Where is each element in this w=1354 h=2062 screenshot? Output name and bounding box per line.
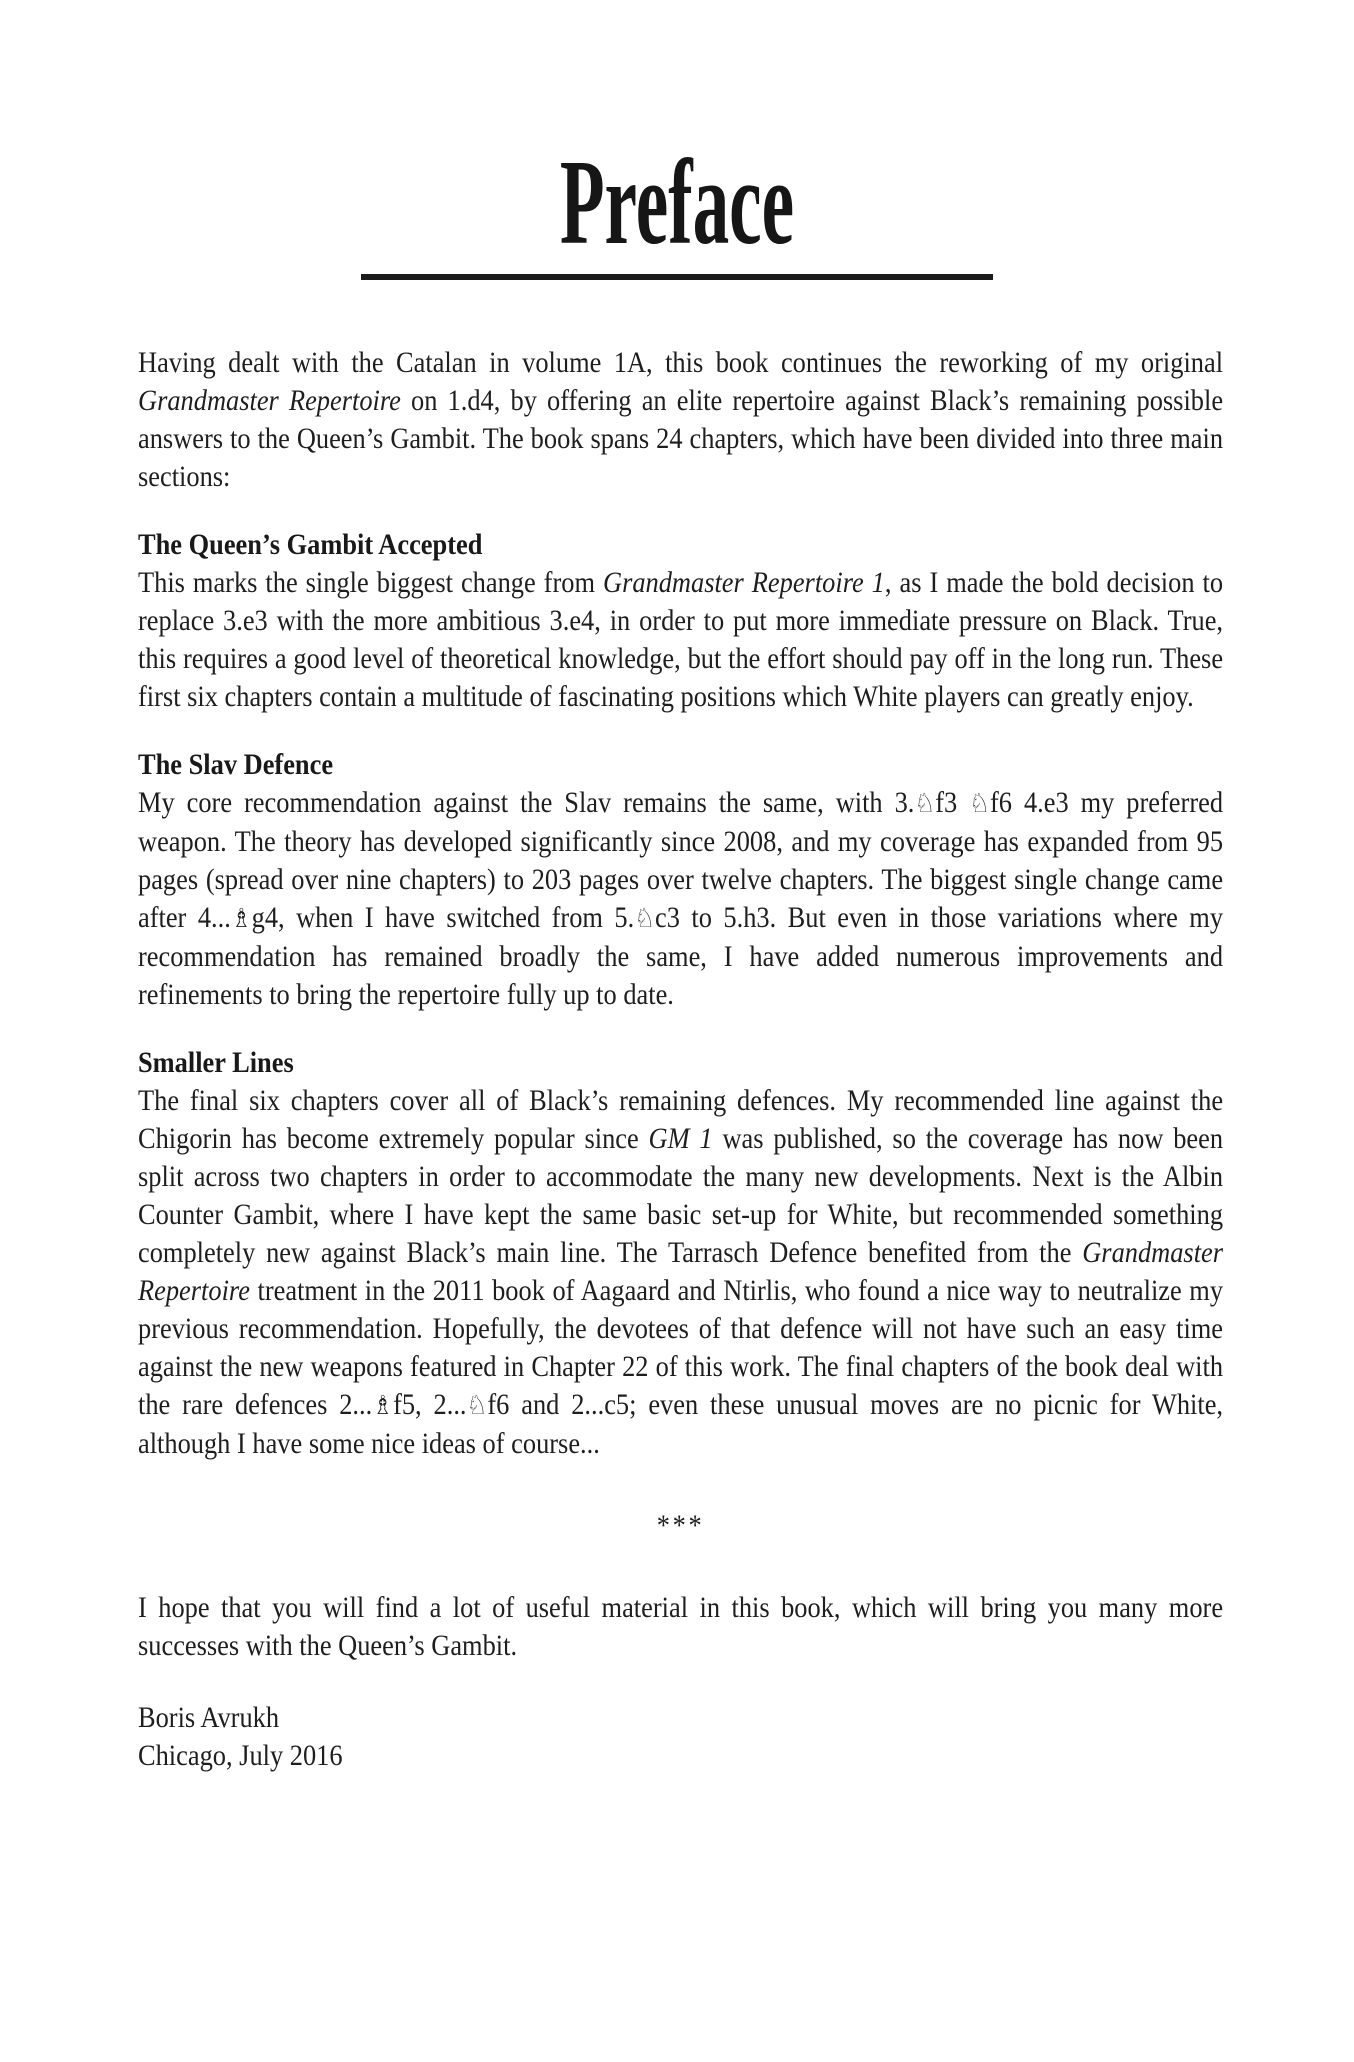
text-run: was published, so the coverage has now been split across two chapters in order to accommodate the many new developments. Next is the Albin Counter Gambit, where I have kept the same basic set-up for White, but recommended something completely new against Black’s main line. The Tarrasch Defence benefited from the <box>138 1122 1224 1269</box>
signature-place-date: Chicago, July 2016 <box>138 1739 343 1772</box>
section-heading: The Slav Defence <box>138 748 334 781</box>
section-separator: *** <box>656 1509 705 1542</box>
text-run: on 1.d4, by offering an elite repertoire against Black’s remaining possible answers to the Queen’s Gambit. The book spans 24 chapters, which have been divided into three main sections: <box>138 384 1224 493</box>
text-run: treatment in the 2011 book of Aagaard and Ntirlis, who found a nice way to neutralize my previous recommendation. Hopefully, the devotees of that defence will not have such an easy time against the new weapons featured in Chapter 22 of this work. The final chapters of the book deal with the rare defences 2...♗f5, 2...♘f6 and 2...c5; even these unusual moves are no picnic for White, although I have some nice ideas of course... <box>138 1274 1224 1460</box>
preface-section <box>138 1044 1223 1463</box>
signature-block <box>138 1699 1223 1775</box>
white-knight-icon: ♘ <box>634 903 656 934</box>
section-heading: Smaller Lines <box>138 1046 294 1079</box>
preface-sections <box>138 344 1223 1463</box>
text-run: The final six chapters cover all of Black’s remaining defences. My recommended line against the Chigorin has become extremely popular since <box>138 1084 1224 1155</box>
text-run: This marks the single biggest change from <box>138 566 603 599</box>
text-run: , as I made the bold decision to replace 3.e3 with the more ambitious 3.e4, in order to put more immediate pressure on Black. True, this requires a good level of theoretical knowledge, but the effort should pay off in the long run. These first six chapters contain a multitude of fascinating positions which White players can greatly enjoy. <box>138 566 1224 713</box>
book-page <box>0 135 1354 2062</box>
white-bishop-icon: ♗ <box>372 1390 394 1421</box>
italic-text-run: GM 1 <box>648 1122 713 1155</box>
white-knight-icon: ♘ <box>914 788 936 819</box>
title-rule <box>361 274 993 280</box>
preface-content <box>138 344 1223 1775</box>
signature-name: Boris Avrukh <box>138 1701 280 1734</box>
white-knight-icon: ♘ <box>466 1390 488 1421</box>
section-paragraph <box>138 784 1223 1014</box>
italic-text-run: Grandmaster Repertoire <box>138 384 401 417</box>
white-bishop-icon: ♗ <box>230 903 252 934</box>
italic-text-run: Grandmaster Repertoire 1 <box>602 566 885 599</box>
text-run: My core recommendation against the Slav remains the same, with 3.♘f3 ♘f6 4.e3 my preferred weapon. The theory has developed significantly since 2008, and my coverage has expanded from 95 pages (spread over nine chapters) to 203 pages over twelve chapters. The biggest single change came after 4...♗g4, when I have switched from 5.♘c3 to 5.h3. But even in those variations where my recommendation has remained broadly the same, I have added numerous improvements and refinements to bring the repertoire fully up to date. <box>138 786 1224 1011</box>
page-title: Preface <box>559 135 795 270</box>
text-run: I hope that you will find a lot of useful material in this book, which will bring you many more successes with the Queen’s Gambit. <box>138 1591 1224 1662</box>
text-run: Having dealt with the Catalan in volume 1A, this book continues the reworking of my original <box>138 346 1224 379</box>
white-knight-icon: ♘ <box>969 788 991 819</box>
italic-text-run: Grandmaster Repertoire <box>138 1236 1224 1307</box>
section-paragraph <box>138 564 1223 716</box>
section-paragraph <box>138 344 1223 496</box>
section-paragraph <box>138 1082 1223 1463</box>
closing-paragraph <box>138 1589 1223 1665</box>
section-heading: The Queen’s Gambit Accepted <box>138 528 483 561</box>
preface-section <box>138 746 1223 1014</box>
preface-section <box>138 344 1223 496</box>
preface-section <box>138 526 1223 716</box>
